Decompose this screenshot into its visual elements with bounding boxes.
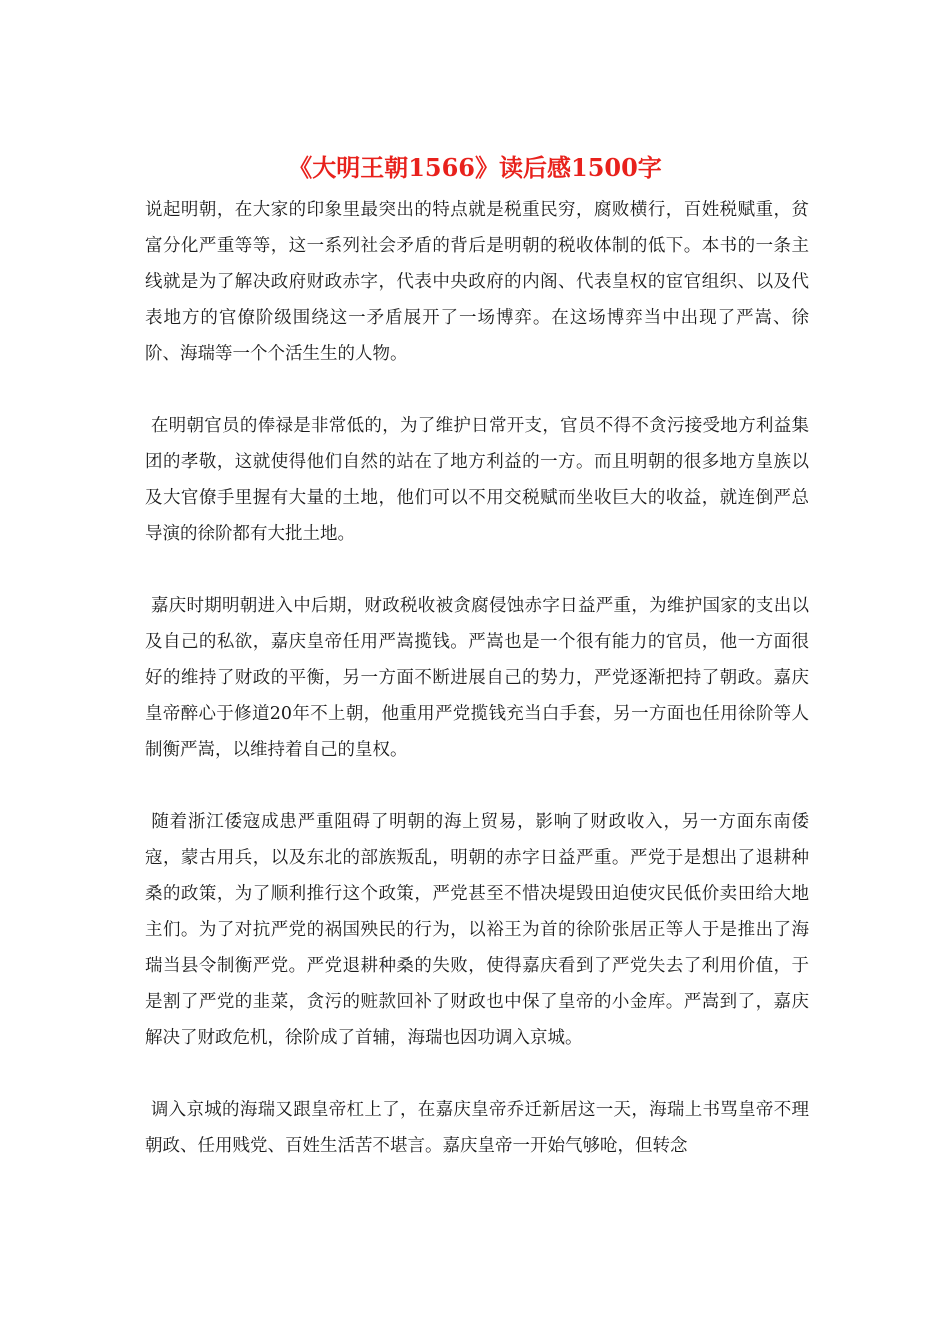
paragraph-1: 说起明朝，在大家的印象里最突出的特点就是税重民穷，腐败横行，百姓税赋重，贫富分化严重等等，这一系列社会矛盾的背后是明朝的税收体制的低下。本书的一条主线就是为了解决政府财政赤字，代表中央政府的内阁、代表皇权的宦官组织、以及代表地方的官僚阶级围绕这一矛盾展开了一场博弈。在这场博弈当中出现了严嵩、徐阶、海瑞等一个个活生生的人物。	[145, 200, 809, 364]
paragraph-5: 调入京城的海瑞又跟皇帝杠上了，在嘉庆皇帝乔迁新居这一天，海瑞上书骂皇帝不理朝政、任用贱党、百姓生活苦不堪言。嘉庆皇帝一开始气够呛，但转念	[145, 1100, 809, 1156]
paragraph-3: 嘉庆时期明朝进入中后期，财政税收被贪腐侵蚀赤字日益严重，为维护国家的支出以及自己的私欲，嘉庆皇帝任用严嵩揽钱。严嵩也是一个很有能力的官员，他一方面很好的维持了财政的平衡，另一方面不断进展自己的势力，严党逐渐把持了朝政。嘉庆皇帝醉心于修道20年不上朝，他重用严党揽钱充当白手套，另一方面也任用徐阶等人制衡严嵩，以维持着自己的皇权。	[145, 596, 809, 760]
paragraph-4: 随着浙江倭寇成患严重阻碍了明朝的海上贸易，影响了财政收入，另一方面东南倭寇，蒙古用兵，以及东北的部族叛乱，明朝的赤字日益严重。严党于是想出了退耕种桑的政策，为了顺利推行这个政策，严党甚至不惜决堤毁田迫使灾民低价卖田给大地主们。为了对抗严党的祸国殃民的行为，以裕王为首的徐阶张居正等人于是推出了海瑞当县令制衡严党。严党退耕种桑的失败，使得嘉庆看到了严党失去了利用价值，于是割了严党的韭菜，贪污的赃款回补了财政也中保了皇帝的小金库。严嵩到了，嘉庆解决了财政危机，徐阶成了首辅，海瑞也因功调入京城。	[145, 812, 809, 1048]
document-title: 《大明王朝1566》读后感1500字	[288, 153, 662, 182]
document-body	[145, 192, 809, 1200]
paragraph-2: 在明朝官员的俸禄是非常低的，为了维护日常开支，官员不得不贪污接受地方利益集团的孝敬，这就使得他们自然的站在了地方利益的一方。而且明朝的很多地方皇族以及大官僚手里握有大量的土地，他们可以不用交税赋而坐收巨大的收益，就连倒严总导演的徐阶都有大批土地。	[145, 416, 809, 544]
